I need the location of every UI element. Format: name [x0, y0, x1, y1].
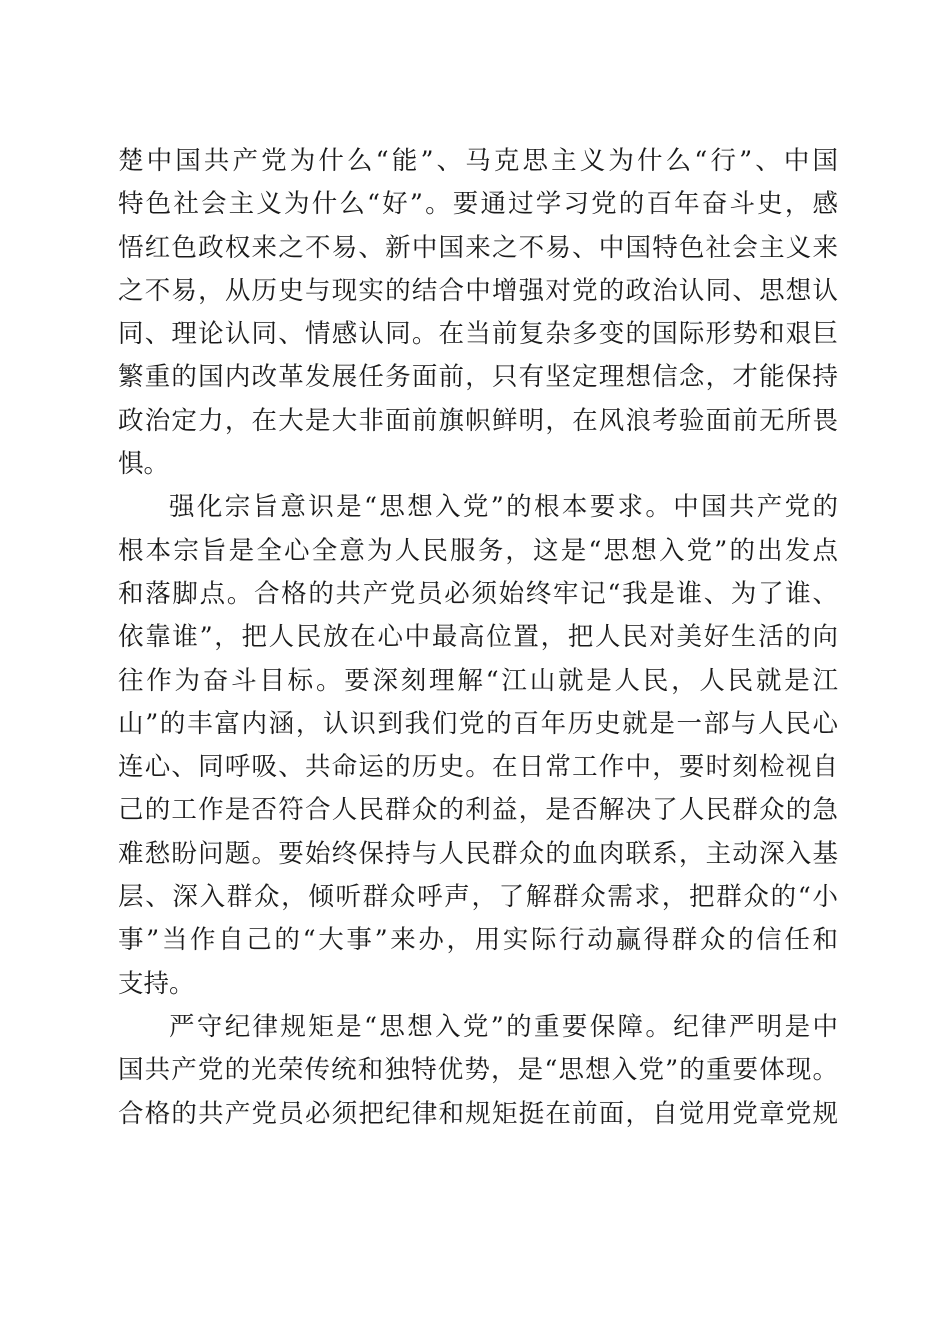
text-line: 同、理论认同、情感认同。在当前复杂多变的国际形势和艰巨: [118, 319, 838, 350]
text-line: 往作为奋斗目标。要深刻理解“江山就是人民，人民就是江: [118, 665, 838, 696]
text-line: 强化宗旨意识是“思想入党”的根本要求。中国共产党的: [169, 492, 838, 523]
paragraph-2: [118, 486, 838, 1006]
text-line: 己的工作是否符合人民群众的利益，是否解决了人民群众的急: [118, 795, 838, 826]
paragraph-1: [118, 140, 838, 486]
text-line: 山”的丰富内涵，认识到我们党的百年历史就是一部与人民心: [118, 708, 838, 739]
text-line: 楚中国共产党为什么“能”、马克思主义为什么“行”、中国: [118, 146, 838, 176]
text-line: 依靠谁”，把人民放在心中最高位置，把人民对美好生活的向: [118, 622, 838, 653]
text-line: 合格的共产党员必须把纪律和规矩挺在前面，自觉用党章党规: [118, 1098, 838, 1129]
text-line: 支持。: [118, 968, 195, 999]
text-line: 根本宗旨是全心全意为人民服务，这是“思想入党”的出发点: [118, 535, 838, 566]
text-line: 国共产党的光荣传统和独特优势，是“思想入党”的重要体现。: [118, 1055, 838, 1086]
text-line: 层、深入群众，倾听群众呼声，了解群众需求，把群众的“小: [118, 882, 838, 913]
text-line: 事”当作自己的“大事”来办，用实际行动赢得群众的信任和: [118, 925, 838, 956]
text-line: 特色社会主义为什么“好”。要通过学习党的百年奋斗史，感: [118, 189, 838, 220]
document-body: [118, 140, 838, 1136]
text-line: 难愁盼问题。要始终保持与人民群众的血肉联系，主动深入基: [118, 838, 838, 869]
text-line: 和落脚点。合格的共产党员必须始终牢记“我是谁、为了谁、: [118, 578, 838, 609]
text-line: 悟红色政权来之不易、新中国来之不易、中国特色社会主义来: [118, 232, 838, 263]
text-line: 政治定力，在大是大非面前旗帜鲜明，在风浪考验面前无所畏: [118, 405, 838, 436]
text-line: 之不易，从历史与现实的结合中增强对党的政治认同、思想认: [118, 275, 838, 306]
text-line: 连心、同呼吸、共命运的历史。在日常工作中，要时刻检视自: [118, 752, 838, 783]
text-line: 严守纪律规矩是“思想入党”的重要保障。纪律严明是中: [169, 1011, 838, 1042]
text-line: 繁重的国内改革发展任务面前，只有坚定理想信念，才能保持: [118, 362, 838, 393]
paragraph-3: [118, 1006, 838, 1136]
text-line: 惧。: [118, 449, 170, 480]
